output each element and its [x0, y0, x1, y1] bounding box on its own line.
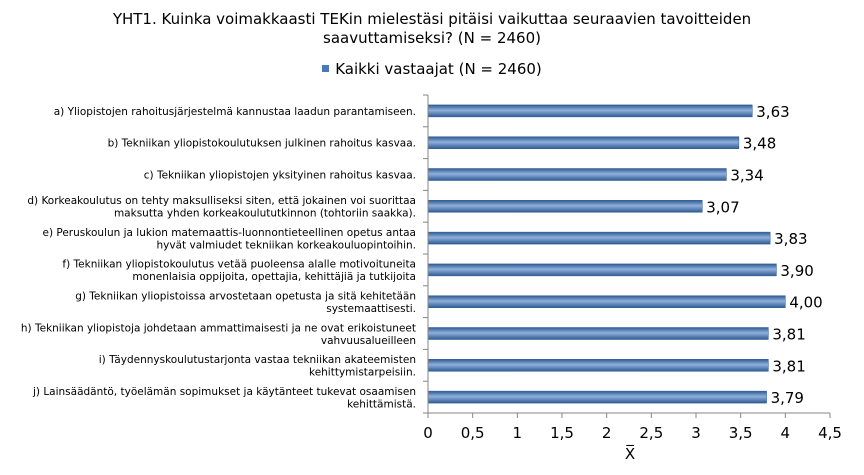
chart-title-line-2: saavuttamiseksi? (N = 2460) — [323, 29, 541, 47]
data-label-i: 3,81 — [772, 357, 806, 376]
x-tick-label-9: 4,5 — [818, 424, 842, 442]
category-label-b: b) Tekniikan yliopistokoulutuksen julkinen rahoitus kasvaa. — [107, 137, 416, 150]
bar-e — [428, 232, 770, 244]
category-label-i-line-2: kehittymistarpeisiin. — [308, 366, 416, 379]
category-label-e-line-2: hyvät valmiudet tekniikan korkeakouluopintoihin. — [156, 239, 416, 252]
bar-i — [428, 359, 768, 371]
x-tick-label-3: 1,5 — [550, 424, 574, 442]
category-label-f-line-2: monenlaisia oppijoita, opettajia, kehittäjiä ja tutkijoita — [132, 271, 416, 284]
x-tick-label-7: 3,5 — [728, 424, 753, 442]
category-label-a: a) Yliopistojen rahoitusjärjestelmä kannustaa laadun parantamiseen. — [53, 105, 416, 118]
data-label-c: 3,34 — [730, 166, 764, 185]
data-label-f: 3,90 — [780, 261, 814, 280]
data-label-d: 3,07 — [706, 198, 740, 217]
chart-title-line-1: YHT1. Kuinka voimakkaasti TEKin mielestäsi pitäisi vaikuttaa seuraavien tavoitteiden — [112, 10, 752, 28]
bar-f — [428, 264, 776, 276]
data-label-b: 3,48 — [742, 134, 777, 153]
category-label-d-line-1: d) Korkeakoulutus on tehty maksulliseksi siten, että jokainen voi suorittaa — [27, 195, 416, 208]
x-tick-label-4: 2 — [601, 424, 612, 442]
category-label-i-line-1: i) Täydennyskoulutustarjonta vastaa tekniikan akateemisten — [98, 354, 416, 367]
x-tick-label-5: 2,5 — [639, 424, 664, 442]
x-tick-label-8: 4 — [780, 424, 791, 442]
x-tick-label-6: 3 — [691, 424, 701, 442]
category-label-j-line-2: kehittämistä. — [347, 398, 416, 411]
category-label-c: c) Tekniikan yliopistojen yksityinen rahoitus kasvaa. — [143, 169, 416, 182]
bar-a — [428, 105, 752, 117]
data-label-a: 3,63 — [756, 102, 790, 121]
x-tick-label-1: 0,5 — [460, 424, 485, 442]
category-label-d-line-2: maksutta yhden korkeakoulututkinnon (tohtoriin saakka). — [113, 207, 416, 220]
data-label-e: 3,83 — [774, 230, 808, 249]
category-label-f-line-1: f) Tekniikan yliopistokoulutus vetää puoleensa alalle motivoituneita — [62, 258, 416, 271]
bar-c — [428, 169, 726, 181]
bar-b — [428, 137, 739, 149]
data-label-h: 3,81 — [772, 325, 806, 344]
bar-h — [428, 328, 768, 340]
category-label-h-line-2: vahvuusalueilleen — [320, 334, 416, 347]
category-label-e-line-1: e) Peruskoulun ja lukion matemaattis-luonnontieteellinen opetus antaa — [42, 226, 416, 239]
category-label-g-line-1: g) Tekniikan yliopistoissa arvostetaan opetusta ja sitä kehitetään — [75, 290, 416, 303]
category-label-h-line-1: h) Tekniikan yliopistoja johdetaan ammattimaisesti ja ne ovat erikoistuneet — [20, 322, 416, 335]
x-tick-label-0: 0 — [423, 424, 433, 442]
data-label-g: 4,00 — [789, 293, 823, 312]
bar-j — [428, 391, 767, 403]
category-label-g-line-2: systemaattisesti. — [326, 302, 416, 315]
legend-label: Kaikki vastaajat (N = 2460) — [335, 60, 542, 78]
x-axis-title: X̅ — [624, 445, 636, 463]
category-label-j-line-1: j) Lainsäädäntö, työelämän sopimukset ja käytänteet tukevat osaamisen — [32, 385, 416, 398]
bar-d — [428, 200, 702, 212]
data-label-j: 3,79 — [770, 389, 804, 408]
bar-g — [428, 296, 785, 308]
x-tick-label-2: 1 — [512, 424, 523, 442]
